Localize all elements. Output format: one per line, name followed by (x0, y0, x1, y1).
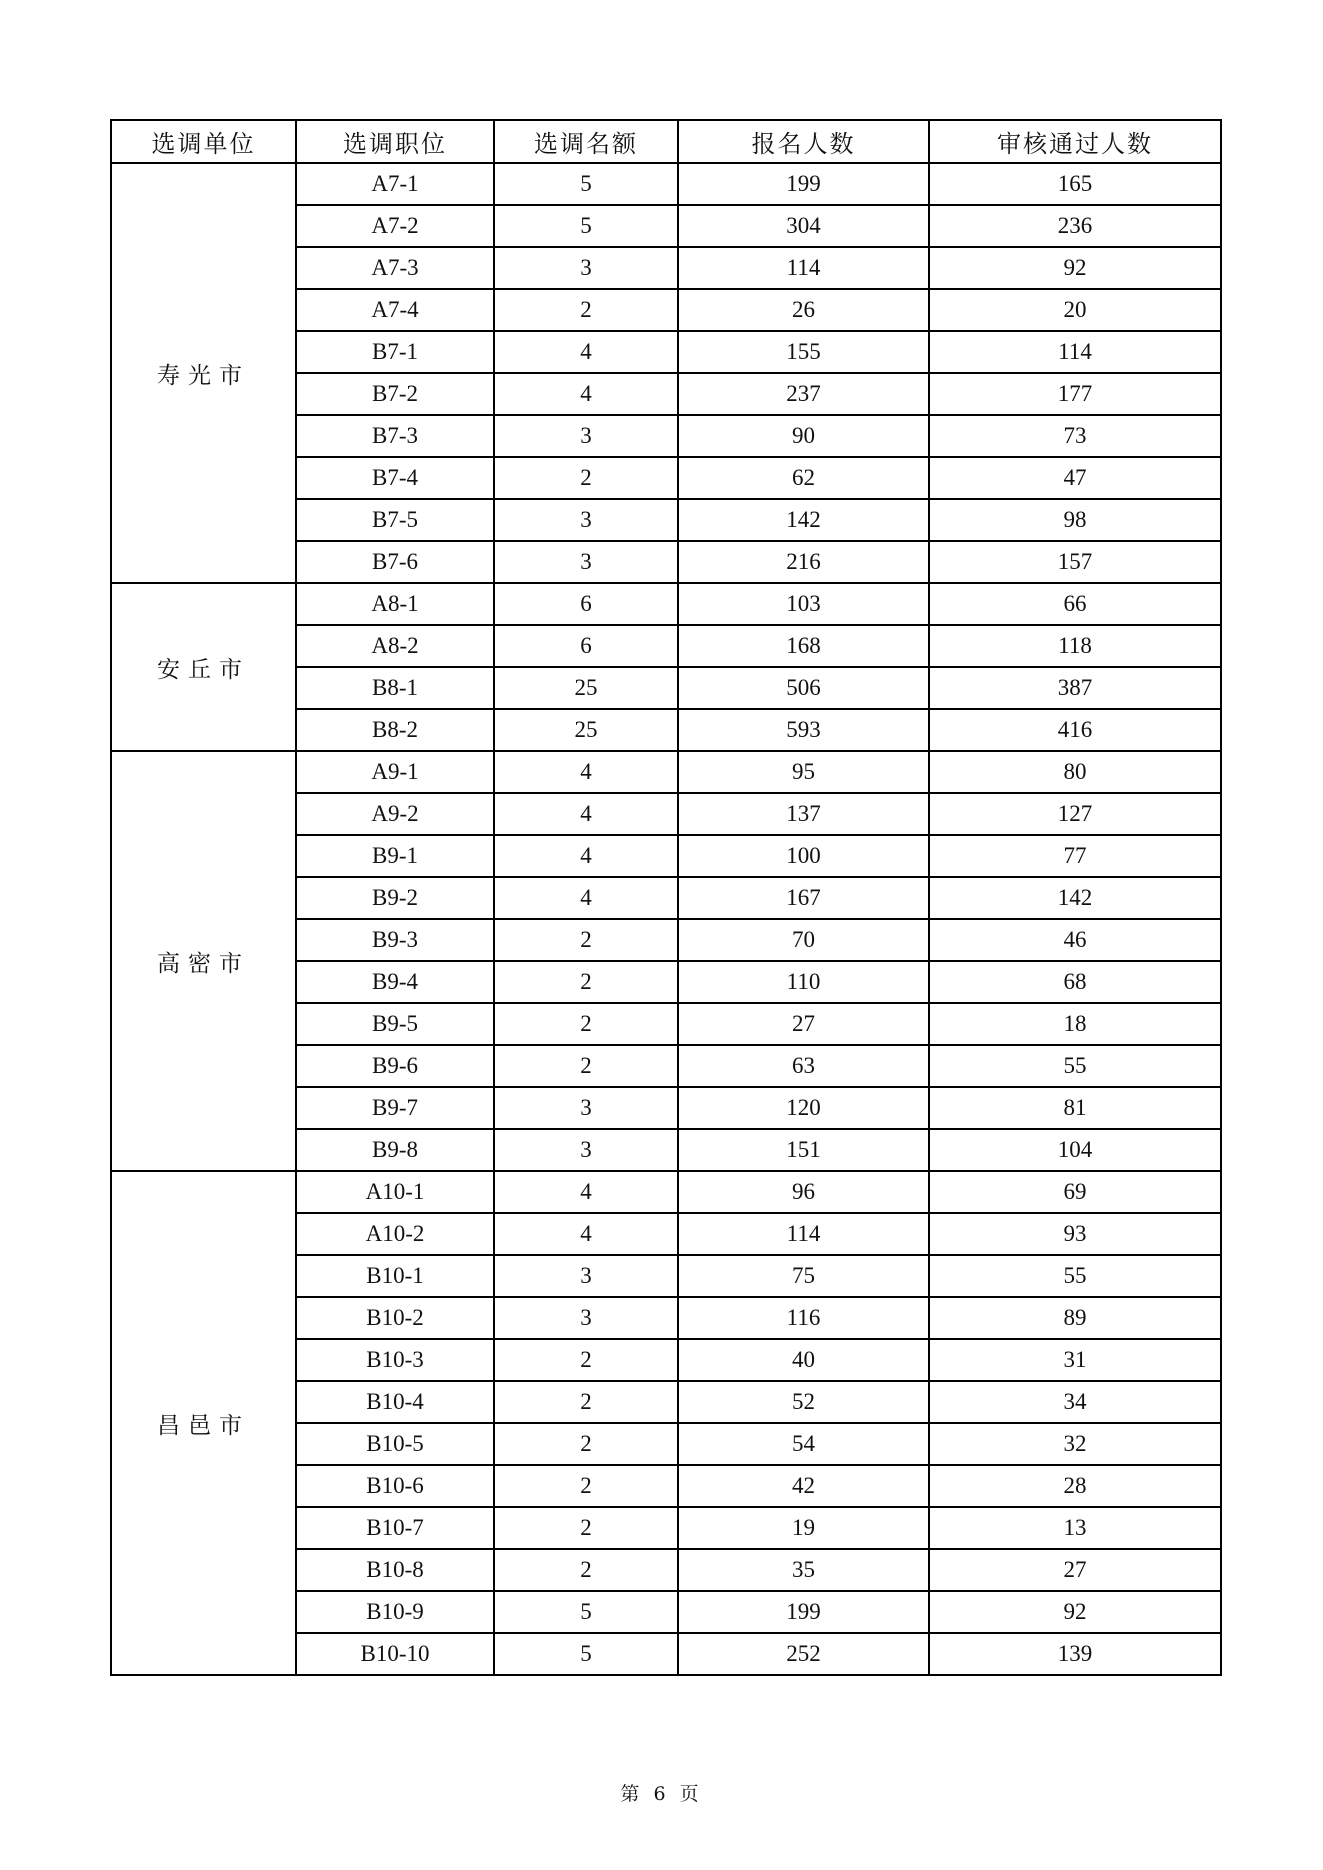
approved-cell: 93 (929, 1213, 1221, 1255)
applicants-cell: 142 (678, 499, 929, 541)
applicants-cell: 35 (678, 1549, 929, 1591)
approved-cell: 104 (929, 1129, 1221, 1171)
applicants-cell: 151 (678, 1129, 929, 1171)
applicants-cell: 27 (678, 1003, 929, 1045)
position-cell: A9-1 (296, 751, 494, 793)
approved-cell: 157 (929, 541, 1221, 583)
position-cell: B10-1 (296, 1255, 494, 1297)
quota-cell: 3 (494, 415, 678, 457)
approved-cell: 92 (929, 247, 1221, 289)
approved-cell: 47 (929, 457, 1221, 499)
applicants-cell: 70 (678, 919, 929, 961)
approved-cell: 66 (929, 583, 1221, 625)
applicants-cell: 52 (678, 1381, 929, 1423)
position-cell: B7-2 (296, 373, 494, 415)
quota-cell: 4 (494, 835, 678, 877)
quota-cell: 2 (494, 1003, 678, 1045)
position-cell: B7-1 (296, 331, 494, 373)
approved-cell: 416 (929, 709, 1221, 751)
table-row (111, 583, 1221, 625)
quota-cell: 4 (494, 331, 678, 373)
applicants-cell: 75 (678, 1255, 929, 1297)
table-body (111, 163, 1221, 1675)
page-number: 第 6 页 (620, 1783, 703, 1805)
applicants-cell: 40 (678, 1339, 929, 1381)
applicants-cell: 137 (678, 793, 929, 835)
applicants-cell: 26 (678, 289, 929, 331)
quota-cell: 2 (494, 1423, 678, 1465)
approved-cell: 387 (929, 667, 1221, 709)
header-quota: 选调名额 (494, 120, 678, 163)
applicants-cell: 216 (678, 541, 929, 583)
applicants-cell: 95 (678, 751, 929, 793)
position-cell: A7-2 (296, 205, 494, 247)
approved-cell: 114 (929, 331, 1221, 373)
position-cell: B10-4 (296, 1381, 494, 1423)
approved-cell: 165 (929, 163, 1221, 205)
approved-cell: 236 (929, 205, 1221, 247)
quota-cell: 3 (494, 247, 678, 289)
position-cell: A10-1 (296, 1171, 494, 1213)
quota-cell: 2 (494, 961, 678, 1003)
header-approved: 审核通过人数 (929, 120, 1221, 163)
position-cell: B9-3 (296, 919, 494, 961)
approved-cell: 68 (929, 961, 1221, 1003)
quota-cell: 3 (494, 499, 678, 541)
position-cell: A7-4 (296, 289, 494, 331)
approved-cell: 20 (929, 289, 1221, 331)
quota-cell: 2 (494, 1465, 678, 1507)
quota-cell: 5 (494, 1633, 678, 1675)
applicants-cell: 90 (678, 415, 929, 457)
quota-cell: 3 (494, 1297, 678, 1339)
applicants-cell: 593 (678, 709, 929, 751)
applicants-cell: 54 (678, 1423, 929, 1465)
approved-cell: 73 (929, 415, 1221, 457)
position-cell: B10-6 (296, 1465, 494, 1507)
approved-cell: 142 (929, 877, 1221, 919)
quota-cell: 25 (494, 709, 678, 751)
applicants-cell: 103 (678, 583, 929, 625)
header-unit: 选调单位 (111, 120, 296, 163)
approved-cell: 81 (929, 1087, 1221, 1129)
quota-cell: 5 (494, 163, 678, 205)
position-cell: B9-7 (296, 1087, 494, 1129)
approved-cell: 18 (929, 1003, 1221, 1045)
applicants-cell: 62 (678, 457, 929, 499)
position-cell: A7-1 (296, 163, 494, 205)
quota-cell: 2 (494, 1339, 678, 1381)
quota-cell: 4 (494, 1171, 678, 1213)
applicants-cell: 96 (678, 1171, 929, 1213)
approved-cell: 46 (929, 919, 1221, 961)
approved-cell: 98 (929, 499, 1221, 541)
applicants-cell: 110 (678, 961, 929, 1003)
approved-cell: 28 (929, 1465, 1221, 1507)
applicants-cell: 63 (678, 1045, 929, 1087)
position-cell: B10-2 (296, 1297, 494, 1339)
approved-cell: 139 (929, 1633, 1221, 1675)
position-cell: B9-1 (296, 835, 494, 877)
approved-cell: 177 (929, 373, 1221, 415)
position-cell: A9-2 (296, 793, 494, 835)
quota-cell: 4 (494, 373, 678, 415)
quota-cell: 2 (494, 1549, 678, 1591)
quota-cell: 3 (494, 1129, 678, 1171)
unit-cell: 寿光市 (111, 163, 296, 583)
unit-cell: 昌邑市 (111, 1171, 296, 1675)
applicants-cell: 42 (678, 1465, 929, 1507)
applicants-cell: 116 (678, 1297, 929, 1339)
applicants-cell: 155 (678, 331, 929, 373)
applicants-cell: 100 (678, 835, 929, 877)
approved-cell: 80 (929, 751, 1221, 793)
quota-cell: 5 (494, 205, 678, 247)
header-position: 选调职位 (296, 120, 494, 163)
quota-cell: 4 (494, 751, 678, 793)
position-cell: B10-5 (296, 1423, 494, 1465)
approved-cell: 127 (929, 793, 1221, 835)
quota-cell: 4 (494, 1213, 678, 1255)
table-row (111, 163, 1221, 205)
header-row (111, 120, 1221, 163)
position-cell: B10-3 (296, 1339, 494, 1381)
position-cell: B10-8 (296, 1549, 494, 1591)
unit-cell: 高密市 (111, 751, 296, 1171)
approved-cell: 32 (929, 1423, 1221, 1465)
approved-cell: 77 (929, 835, 1221, 877)
table-header (111, 120, 1221, 163)
position-cell: B10-7 (296, 1507, 494, 1549)
applicants-cell: 19 (678, 1507, 929, 1549)
position-cell: B7-4 (296, 457, 494, 499)
approved-cell: 55 (929, 1255, 1221, 1297)
quota-cell: 2 (494, 1507, 678, 1549)
position-cell: B9-4 (296, 961, 494, 1003)
approved-cell: 27 (929, 1549, 1221, 1591)
position-cell: B7-3 (296, 415, 494, 457)
position-cell: B8-1 (296, 667, 494, 709)
approved-cell: 34 (929, 1381, 1221, 1423)
applicants-cell: 199 (678, 1591, 929, 1633)
applicants-cell: 114 (678, 1213, 929, 1255)
approved-cell: 92 (929, 1591, 1221, 1633)
applicants-cell: 252 (678, 1633, 929, 1675)
quota-cell: 2 (494, 1045, 678, 1087)
quota-cell: 6 (494, 625, 678, 667)
applicants-cell: 168 (678, 625, 929, 667)
position-cell: B9-5 (296, 1003, 494, 1045)
selection-table (110, 119, 1222, 1676)
approved-cell: 118 (929, 625, 1221, 667)
applicants-cell: 304 (678, 205, 929, 247)
quota-cell: 2 (494, 289, 678, 331)
applicants-cell: 506 (678, 667, 929, 709)
position-cell: B10-9 (296, 1591, 494, 1633)
approved-cell: 89 (929, 1297, 1221, 1339)
quota-cell: 4 (494, 877, 678, 919)
table-row (111, 1171, 1221, 1213)
applicants-cell: 114 (678, 247, 929, 289)
position-cell: B9-2 (296, 877, 494, 919)
table-row (111, 751, 1221, 793)
position-cell: B8-2 (296, 709, 494, 751)
quota-cell: 6 (494, 583, 678, 625)
header-applicants: 报名人数 (678, 120, 929, 163)
position-cell: B9-8 (296, 1129, 494, 1171)
position-cell: A7-3 (296, 247, 494, 289)
approved-cell: 31 (929, 1339, 1221, 1381)
position-cell: B10-10 (296, 1633, 494, 1675)
approved-cell: 13 (929, 1507, 1221, 1549)
position-cell: A8-1 (296, 583, 494, 625)
applicants-cell: 199 (678, 163, 929, 205)
quota-cell: 3 (494, 1255, 678, 1297)
position-cell: B9-6 (296, 1045, 494, 1087)
position-cell: A10-2 (296, 1213, 494, 1255)
applicants-cell: 237 (678, 373, 929, 415)
quota-cell: 3 (494, 1087, 678, 1129)
quota-cell: 4 (494, 793, 678, 835)
quota-cell: 2 (494, 457, 678, 499)
applicants-cell: 120 (678, 1087, 929, 1129)
quota-cell: 2 (494, 1381, 678, 1423)
approved-cell: 69 (929, 1171, 1221, 1213)
position-cell: B7-6 (296, 541, 494, 583)
unit-cell: 安丘市 (111, 583, 296, 751)
quota-cell: 25 (494, 667, 678, 709)
quota-cell: 5 (494, 1591, 678, 1633)
position-cell: A8-2 (296, 625, 494, 667)
quota-cell: 2 (494, 919, 678, 961)
position-cell: B7-5 (296, 499, 494, 541)
quota-cell: 3 (494, 541, 678, 583)
approved-cell: 55 (929, 1045, 1221, 1087)
applicants-cell: 167 (678, 877, 929, 919)
